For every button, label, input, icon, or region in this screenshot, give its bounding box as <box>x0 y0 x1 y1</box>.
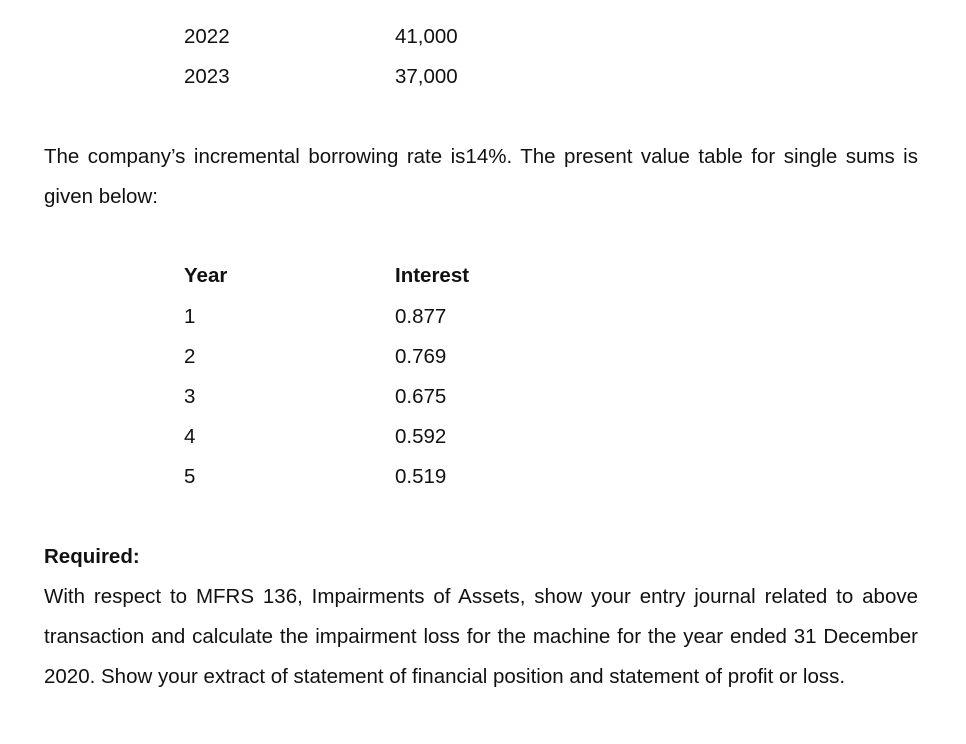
pv-row-interest: 0.592 <box>395 425 447 448</box>
required-paragraph: With respect to MFRS 136, Impairments of Assets, show your entry journal related to above transaction and calculate the impairment loss for the machine for the year ended 31 December 2020. Show your extract of statement of financial position and statement of profit or loss. <box>44 585 918 688</box>
cashflow-amount-2023: 37,000 <box>395 65 458 88</box>
pv-row-interest: 0.877 <box>395 305 447 328</box>
cashflow-amount-2022: 41,000 <box>395 25 458 48</box>
pv-row-year: 3 <box>184 385 196 408</box>
required-heading: Required: <box>44 545 140 568</box>
cashflow-year-2022: 2022 <box>184 25 230 48</box>
pv-row-interest: 0.519 <box>395 465 447 488</box>
pv-header-year: Year <box>184 264 228 287</box>
pv-row-year: 1 <box>184 305 196 328</box>
pv-row-year: 2 <box>184 345 196 368</box>
intro-paragraph: The company’s incremental borrowing rate is14%. The present value table for single sums is given below: <box>44 145 918 208</box>
pv-row-interest: 0.675 <box>395 385 447 408</box>
pv-row-year: 4 <box>184 425 196 448</box>
cashflow-year-2023: 2023 <box>184 65 230 88</box>
pv-row-interest: 0.769 <box>395 345 447 368</box>
pv-row-year: 5 <box>184 465 196 488</box>
pv-header-interest: Interest <box>395 264 470 287</box>
